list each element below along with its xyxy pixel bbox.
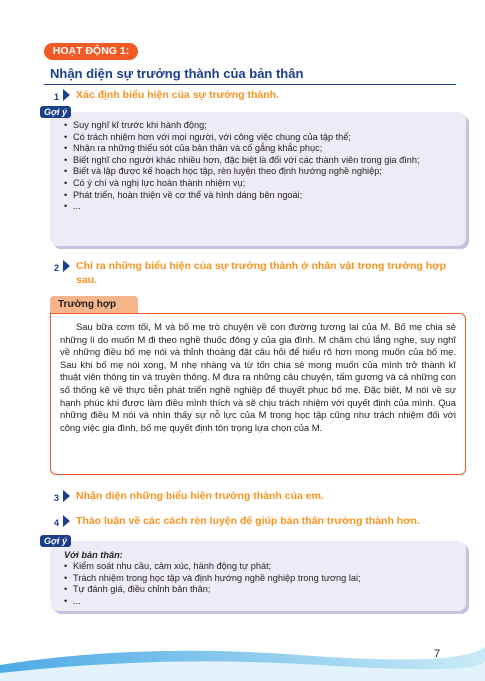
list-item: • Có ý chí và nghị lực hoàn thành nhiệm vụ; bbox=[64, 178, 456, 190]
case-label: Trường hợp bbox=[50, 296, 138, 313]
footer-wave-decoration bbox=[0, 625, 485, 681]
suggestion-box bbox=[50, 541, 466, 611]
list-item: • ... bbox=[64, 596, 456, 608]
list-item: • Suy nghĩ kĩ trước khi hành động; bbox=[64, 120, 456, 132]
list-item: • Phát triển, hoàn thiện về cơ thể và hình dáng bên ngoài; bbox=[64, 190, 456, 202]
list-item: • Trách nhiệm trong học tập và định hướng nghề nghiệp trong tương lai; bbox=[64, 573, 456, 585]
suggestion-list bbox=[50, 112, 466, 213]
list-item: • Nhận ra những thiếu sót của bản thân và cố gắng khắc phục; bbox=[64, 143, 456, 155]
activity-badge: HOẠT ĐỘNG 1: bbox=[44, 43, 138, 60]
step-text: Chỉ ra những biểu hiện của sự trưởng thành ở nhân vật trong trường hợp sau. bbox=[76, 260, 447, 286]
case-box bbox=[50, 313, 466, 475]
suggestion-label: Gợi ý bbox=[40, 106, 71, 118]
step-number: 2 bbox=[54, 263, 60, 273]
list-item: • Biết nghĩ cho người khác nhiều hơn, đặc biệt là đối với các thành viên trong gia đình; bbox=[64, 155, 456, 167]
step-number: 3 bbox=[54, 493, 60, 503]
step-text: Xác định biểu hiện của sự trưởng thành. bbox=[76, 89, 279, 101]
list-item: • Kiểm soát nhu cầu, cảm xúc, hành động tự phát; bbox=[64, 561, 456, 573]
step-2 bbox=[54, 259, 464, 287]
step-text: Nhận diện những biểu hiện trưởng thành của em. bbox=[76, 490, 324, 502]
suggestion-heading: Với bản thân: bbox=[64, 550, 123, 560]
suggestion-list bbox=[64, 561, 456, 607]
suggestion-box bbox=[50, 112, 466, 246]
list-item: • ... bbox=[64, 201, 456, 213]
list-item: • Tự đánh giá, điều chỉnh bản thân; bbox=[64, 584, 456, 596]
arrow-icon bbox=[63, 89, 70, 101]
step-4 bbox=[54, 514, 420, 528]
step-number: 4 bbox=[54, 518, 60, 528]
step-text: Thảo luận về các cách rèn luyện để giúp bản thân trưởng thành hơn. bbox=[76, 515, 420, 527]
list-item: • Có trách nhiệm hơn với mọi người, với công việc chung của tập thể; bbox=[64, 132, 456, 144]
title-underline bbox=[44, 84, 456, 85]
arrow-icon bbox=[63, 490, 70, 502]
step-1 bbox=[54, 88, 279, 102]
arrow-icon bbox=[63, 260, 70, 272]
suggestion-label: Gợi ý bbox=[40, 535, 71, 547]
step-3 bbox=[54, 489, 324, 503]
arrow-icon bbox=[63, 515, 70, 527]
page-number: 7 bbox=[434, 648, 441, 660]
case-text: Sau bữa cơm tối, M và bố mẹ trò chuyện về con đường tương lai của M. Bố mẹ chia sẻ những lí do muốn M đi theo nghề thuốc đông y của gia đình. M chăm chú lắng nghe, suy nghĩ về những điều bố mẹ nói và thỉnh thoảng đặt câu hỏi để hiểu rõ hơn mong muốn của bố mẹ. Sau khi bố mẹ nói xong, M nhẹ nhàng và từ tốn chia sẻ mong muốn của mình trở thành kĩ thuật viên thông tin và truyền thông. M đưa ra những câu chuyện, tấm gương và cả những con số thống kê về thực tiễn phát triển nghề nghiệp để thuyết phục bố mẹ. Đặc biệt, M nói về sự hạnh phúc khi được làm điều mình thích và sẽ chịu trách nhiệm với quyết định của mình. Qua những điều M nói và nhìn thấy sự nỗ lực của M trong học tập cũng như trách nhiệm đối với công việc gia đình, bố mẹ quyết định tôn trọng lựa chọn của M. bbox=[60, 321, 456, 433]
step-number: 1 bbox=[54, 92, 60, 102]
list-item: • Biết và lập được kế hoạch học tập, rèn luyện theo định hướng nghề nghiệp; bbox=[64, 166, 456, 178]
section-title: Nhận diện sự trưởng thành của bản thân bbox=[50, 66, 304, 81]
